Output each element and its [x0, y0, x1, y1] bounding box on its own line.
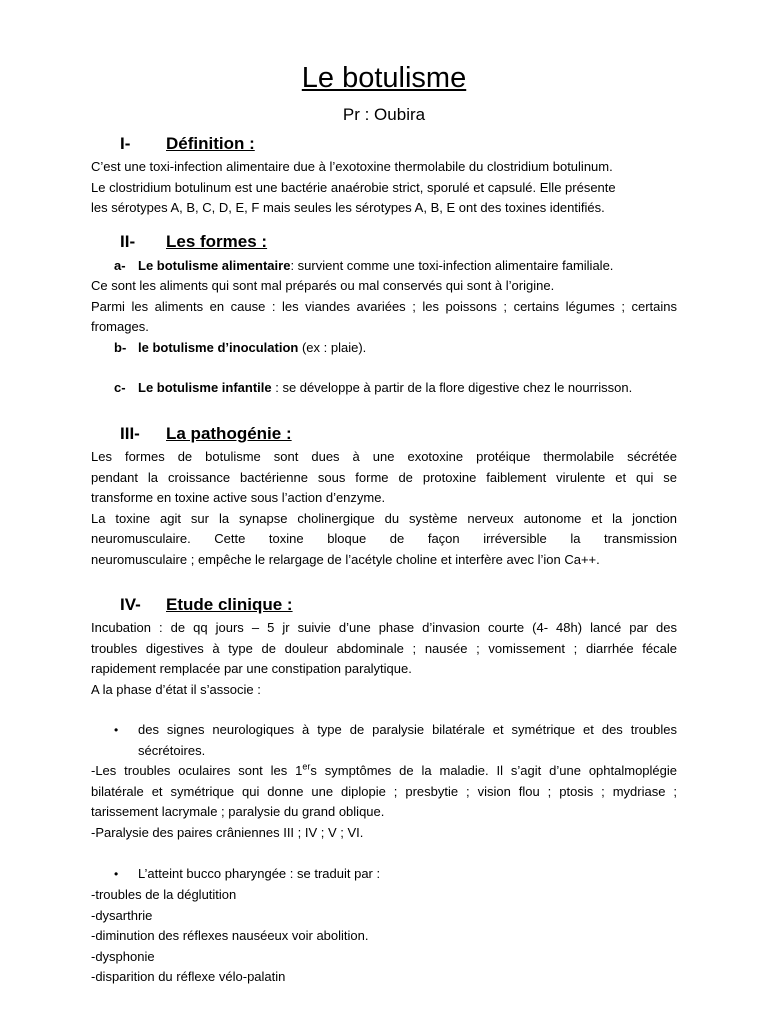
section-number: III-	[120, 424, 140, 443]
list-item: -diminution des réflexes nauséeux voir abolition.	[91, 928, 369, 943]
text-line: troubles digestives à type de douleur abdominale ; nausée ; vomissement ; diarrhée fécale	[91, 640, 677, 656]
text-line: Parmi les aliments en cause : les viandes avariées ; les poissons ; certains légumes ; certains	[91, 298, 677, 314]
text-segment: s symptômes de la maladie. Il s’agit d’une ophtalmoplégie	[310, 763, 677, 778]
text-line: sécrétoires.	[138, 742, 206, 758]
section-title: Etude clinique :	[166, 595, 293, 614]
section-title: Définition :	[166, 134, 255, 153]
item-bold: Le botulisme alimentaire	[138, 258, 291, 273]
text-line: rapidement remplacée par une constipation paralytique.	[91, 661, 412, 676]
section-title: Les formes :	[166, 232, 268, 251]
text-line: tarissement lacrymale ; paralysie du grand oblique.	[91, 804, 385, 819]
text-line: C’est une toxi-infection alimentaire due à l’exotoxine thermolabile du clostridium botulinum.	[91, 159, 613, 174]
text-line: Ce sont les aliments qui sont mal préparés ou mal conservés qui sont à l’origine.	[91, 278, 555, 293]
clinique-paragraph	[91, 618, 677, 700]
text-line: des signes neurologiques à type de paralysie bilatérale et symétrique et des troubles	[138, 722, 677, 737]
section-number: IV-	[120, 595, 141, 614]
section-number: II-	[120, 232, 136, 251]
definition-paragraph	[91, 157, 677, 219]
text-line: L’atteint bucco pharyngée : se traduit par :	[138, 866, 381, 881]
alimentaire-paragraph	[91, 276, 677, 338]
text-line: Les formes de botulisme sont dues à une exotoxine protéique thermolabile sécrétée	[91, 449, 677, 464]
text-segment: -Les troubles oculaires sont les 1	[91, 763, 303, 778]
item-text: (ex : plaie).	[298, 340, 367, 355]
text-line: pendant la croissance bactérienne sous forme de protoxine faiblement virulente et qui se	[91, 469, 677, 485]
text-line: bilatérale et symétrique qui donne une diplopie ; presbytie ; vision flou ; ptosis ; mydriase ;	[91, 783, 677, 799]
list-item: -disparition du réflexe vélo-palatin	[91, 969, 286, 984]
text-line: neuromusculaire. Cette toxine bloque de façon irréversible la transmission	[91, 531, 677, 546]
ocular-paragraph	[91, 761, 677, 843]
bullet-icon: •	[114, 723, 119, 737]
text-line: Incubation : de qq jours – 5 jr suivie d’une phase d’invasion courte (4- 48h) lancé par des	[91, 620, 677, 635]
section-title: La pathogénie :	[166, 424, 292, 443]
list-item: -troubles de la déglutition	[91, 887, 237, 902]
text-line: A la phase d’état il s’associe :	[91, 681, 261, 697]
section-heading-definition	[120, 133, 255, 155]
text-line: transforme en toxine active sous l’action d’enzyme.	[91, 490, 386, 505]
section-heading-pathogenie	[120, 423, 292, 445]
item-text: : se développe à partir de la flore digestive chez le nourrisson.	[271, 380, 633, 395]
page-title: Le botulisme	[301, 62, 467, 94]
item-letter: b-	[114, 340, 127, 355]
item-bold: le botulisme d’inoculation	[138, 340, 299, 355]
text-line: Le clostridium botulinum est une bactérie anaérobie strict, sporulé et capsulé. Elle présente	[91, 179, 616, 195]
section-number: I-	[120, 134, 131, 153]
text-line: -Paralysie des paires crâniennes III ; IV ; V ; VI.	[91, 824, 364, 840]
section-heading-formes	[120, 231, 267, 253]
pathogenie-paragraph	[91, 447, 677, 570]
item-letter: c-	[114, 380, 126, 395]
list-item: -dysphonie	[91, 948, 155, 964]
bucco-pharyngee-list	[91, 885, 677, 988]
text-line: fromages.	[91, 319, 149, 334]
text-line: La toxine agit sur la synapse cholinergique du système nerveux autonome et la jonction	[91, 510, 677, 526]
list-item: -dysarthrie	[91, 907, 153, 923]
item-bold: Le botulisme infantile	[138, 380, 272, 395]
author-line: Pr : Oubira	[342, 105, 426, 124]
superscript: er	[302, 761, 311, 772]
section-heading-etude-clinique	[120, 594, 293, 616]
bullet-icon: •	[114, 867, 119, 881]
text-line: neuromusculaire ; empêche le relargage de l’acétyle choline et interfère avec l’ion Ca++.	[91, 551, 600, 567]
item-text: : survient comme une toxi-infection alimentaire familiale.	[290, 258, 614, 273]
text-line	[91, 761, 677, 782]
text-line: les sérotypes A, B, C, D, E, F mais seules les sérotypes A, B, E ont des toxines identifiés.	[91, 200, 605, 215]
item-letter: a-	[114, 258, 126, 273]
